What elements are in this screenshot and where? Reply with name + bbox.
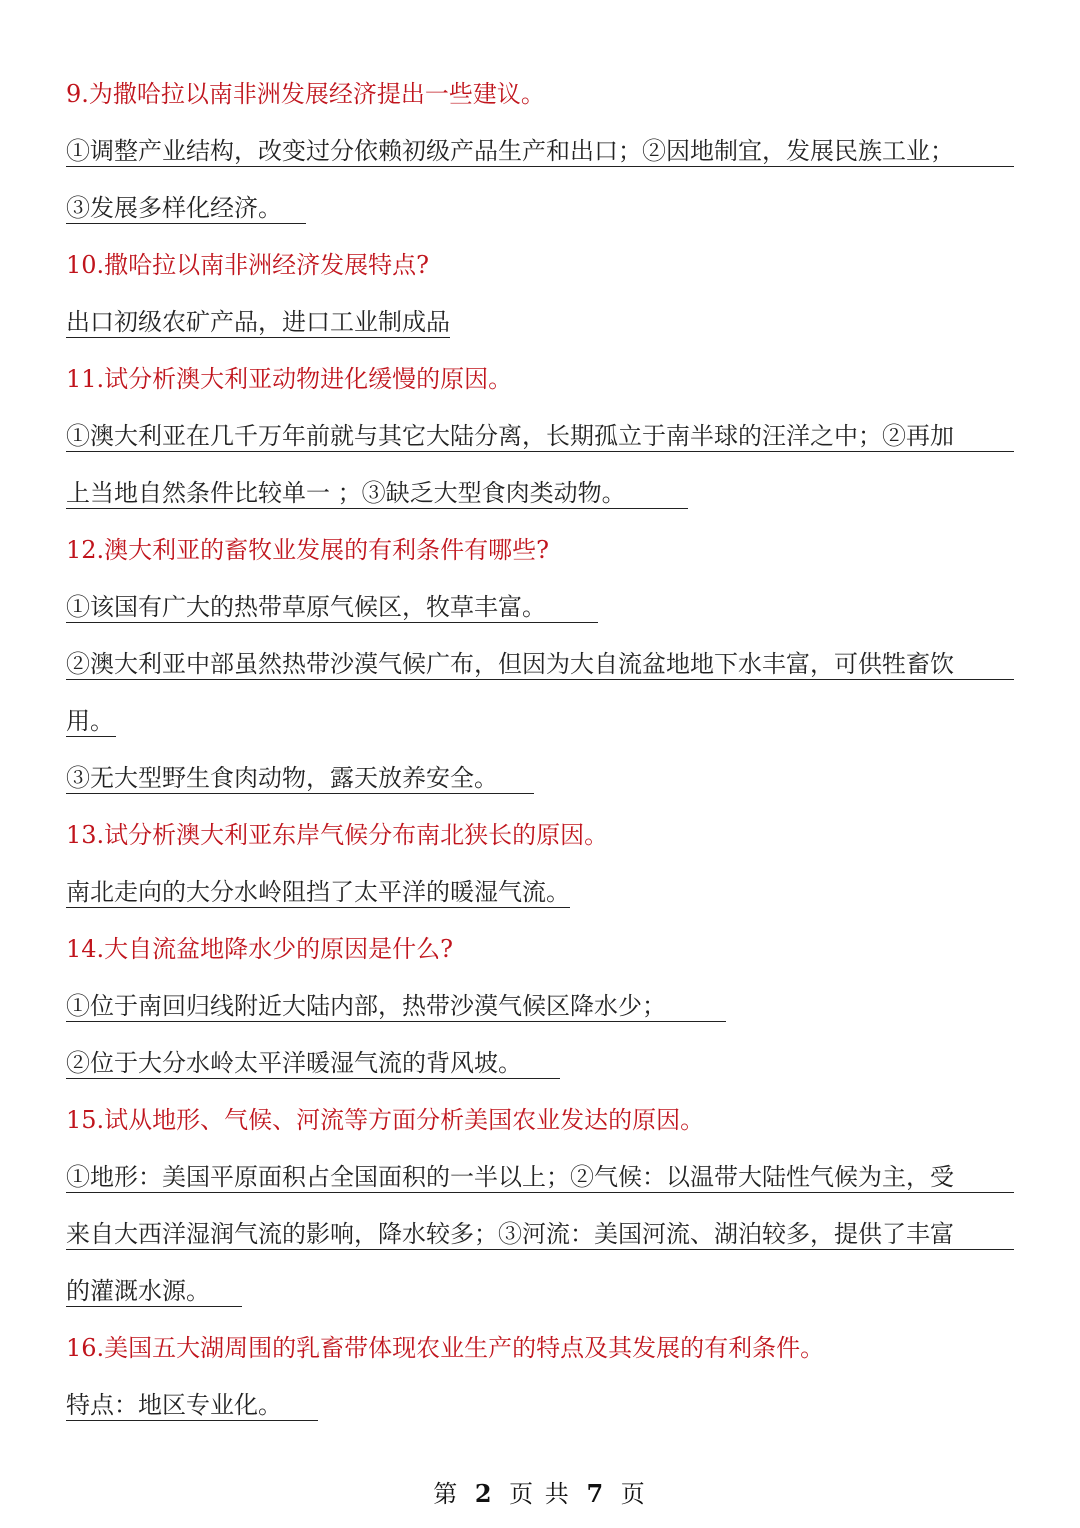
question-10: 10.撒哈拉以南非洲经济发展特点? bbox=[66, 251, 430, 279]
answer-15-line-2 bbox=[66, 1206, 1016, 1263]
answer-15-text-2: 来自大西洋湿润气流的影响，降水较多；③河流：美国河流、湖泊较多，提供了丰富 bbox=[66, 1219, 1014, 1250]
answer-15-text-3: 的灌溉水源。 bbox=[66, 1276, 242, 1307]
answer-16-text: 特点：地区专业化。 bbox=[66, 1390, 318, 1421]
answer-12-item-2-line-2 bbox=[66, 693, 1016, 750]
question-14: 14.大自流盆地降水少的原因是什么? bbox=[66, 935, 454, 963]
answer-11-line-2 bbox=[66, 465, 1016, 522]
answer-14-item-1 bbox=[66, 978, 1016, 1035]
answer-12-item-2-line-1 bbox=[66, 636, 1016, 693]
footer-prefix: 第 bbox=[433, 1480, 460, 1508]
answer-13 bbox=[66, 864, 1016, 921]
question-15: 15.试从地形、气候、河流等方面分析美国农业发达的原因。 bbox=[66, 1106, 705, 1134]
answer-15-line-3 bbox=[66, 1263, 1016, 1320]
page-footer bbox=[0, 1474, 1080, 1509]
answer-16 bbox=[66, 1377, 1016, 1434]
footer-page-number: 2 bbox=[474, 1479, 494, 1508]
question-13: 13.试分析澳大利亚东岸气候分布南北狭长的原因。 bbox=[66, 821, 609, 849]
answer-9-text-1: ①调整产业结构，改变过分依赖初级产品生产和出口；②因地制宜，发展民族工业； bbox=[66, 136, 1014, 167]
answer-12-text-2b: 用。 bbox=[66, 707, 114, 735]
answer-10 bbox=[66, 294, 1016, 351]
answer-11-text-2: 上当地自然条件比较单一 ；③缺乏大型食肉类动物。 bbox=[66, 478, 688, 509]
answer-12-item-1 bbox=[66, 579, 1016, 636]
answer-9-line-2 bbox=[66, 180, 1016, 237]
question-11: 11.试分析澳大利亚动物进化缓慢的原因。 bbox=[66, 365, 513, 393]
document-page bbox=[66, 66, 1016, 1434]
answer-12-item-3 bbox=[66, 750, 1016, 807]
question-16: 16.美国五大湖周围的乳畜带体现农业生产的特点及其发展的有利条件。 bbox=[66, 1334, 825, 1362]
answer-14-text-1: ①位于南回归线附近大陆内部，热带沙漠气候区降水少； bbox=[66, 991, 726, 1022]
answer-12-text-1: ①该国有广大的热带草原气候区，牧草丰富。 bbox=[66, 592, 598, 623]
answer-10-text: 出口初级农矿产品，进口工业制成品 bbox=[66, 308, 450, 336]
answer-14-item-2 bbox=[66, 1035, 1016, 1092]
answer-11-text-1: ①澳大利亚在几千万年前就与其它大陆分离，长期孤立于南半球的汪洋之中；②再加 bbox=[66, 421, 1014, 452]
answer-13-text: 南北走向的大分水岭阻挡了太平洋的暖湿气流。 bbox=[66, 878, 570, 906]
answer-15-line-1 bbox=[66, 1149, 1016, 1206]
footer-total-pages: 7 bbox=[586, 1479, 606, 1508]
question-9: 9.为撒哈拉以南非洲发展经济提出一些建议。 bbox=[66, 80, 545, 108]
answer-15-text-1: ①地形：美国平原面积占全国面积的一半以上；②气候：以温带大陆性气候为主，受 bbox=[66, 1162, 1014, 1193]
answer-14-text-2: ②位于大分水岭太平洋暖湿气流的背风坡。 bbox=[66, 1048, 560, 1079]
footer-middle: 页 共 bbox=[509, 1480, 571, 1508]
question-12: 12.澳大利亚的畜牧业发展的有利条件有哪些? bbox=[66, 536, 550, 564]
answer-12-text-3: ③无大型野生食肉动物，露天放养安全。 bbox=[66, 763, 534, 794]
answer-11-line-1 bbox=[66, 408, 1016, 465]
answer-9-line-1 bbox=[66, 123, 1016, 180]
answer-9-text-2: ③发展多样化经济。 bbox=[66, 193, 306, 224]
footer-suffix: 页 bbox=[620, 1480, 647, 1508]
answer-12-text-2a: ②澳大利亚中部虽然热带沙漠气候广布，但因为大自流盆地地下水丰富，可供牲畜饮 bbox=[66, 649, 1014, 680]
